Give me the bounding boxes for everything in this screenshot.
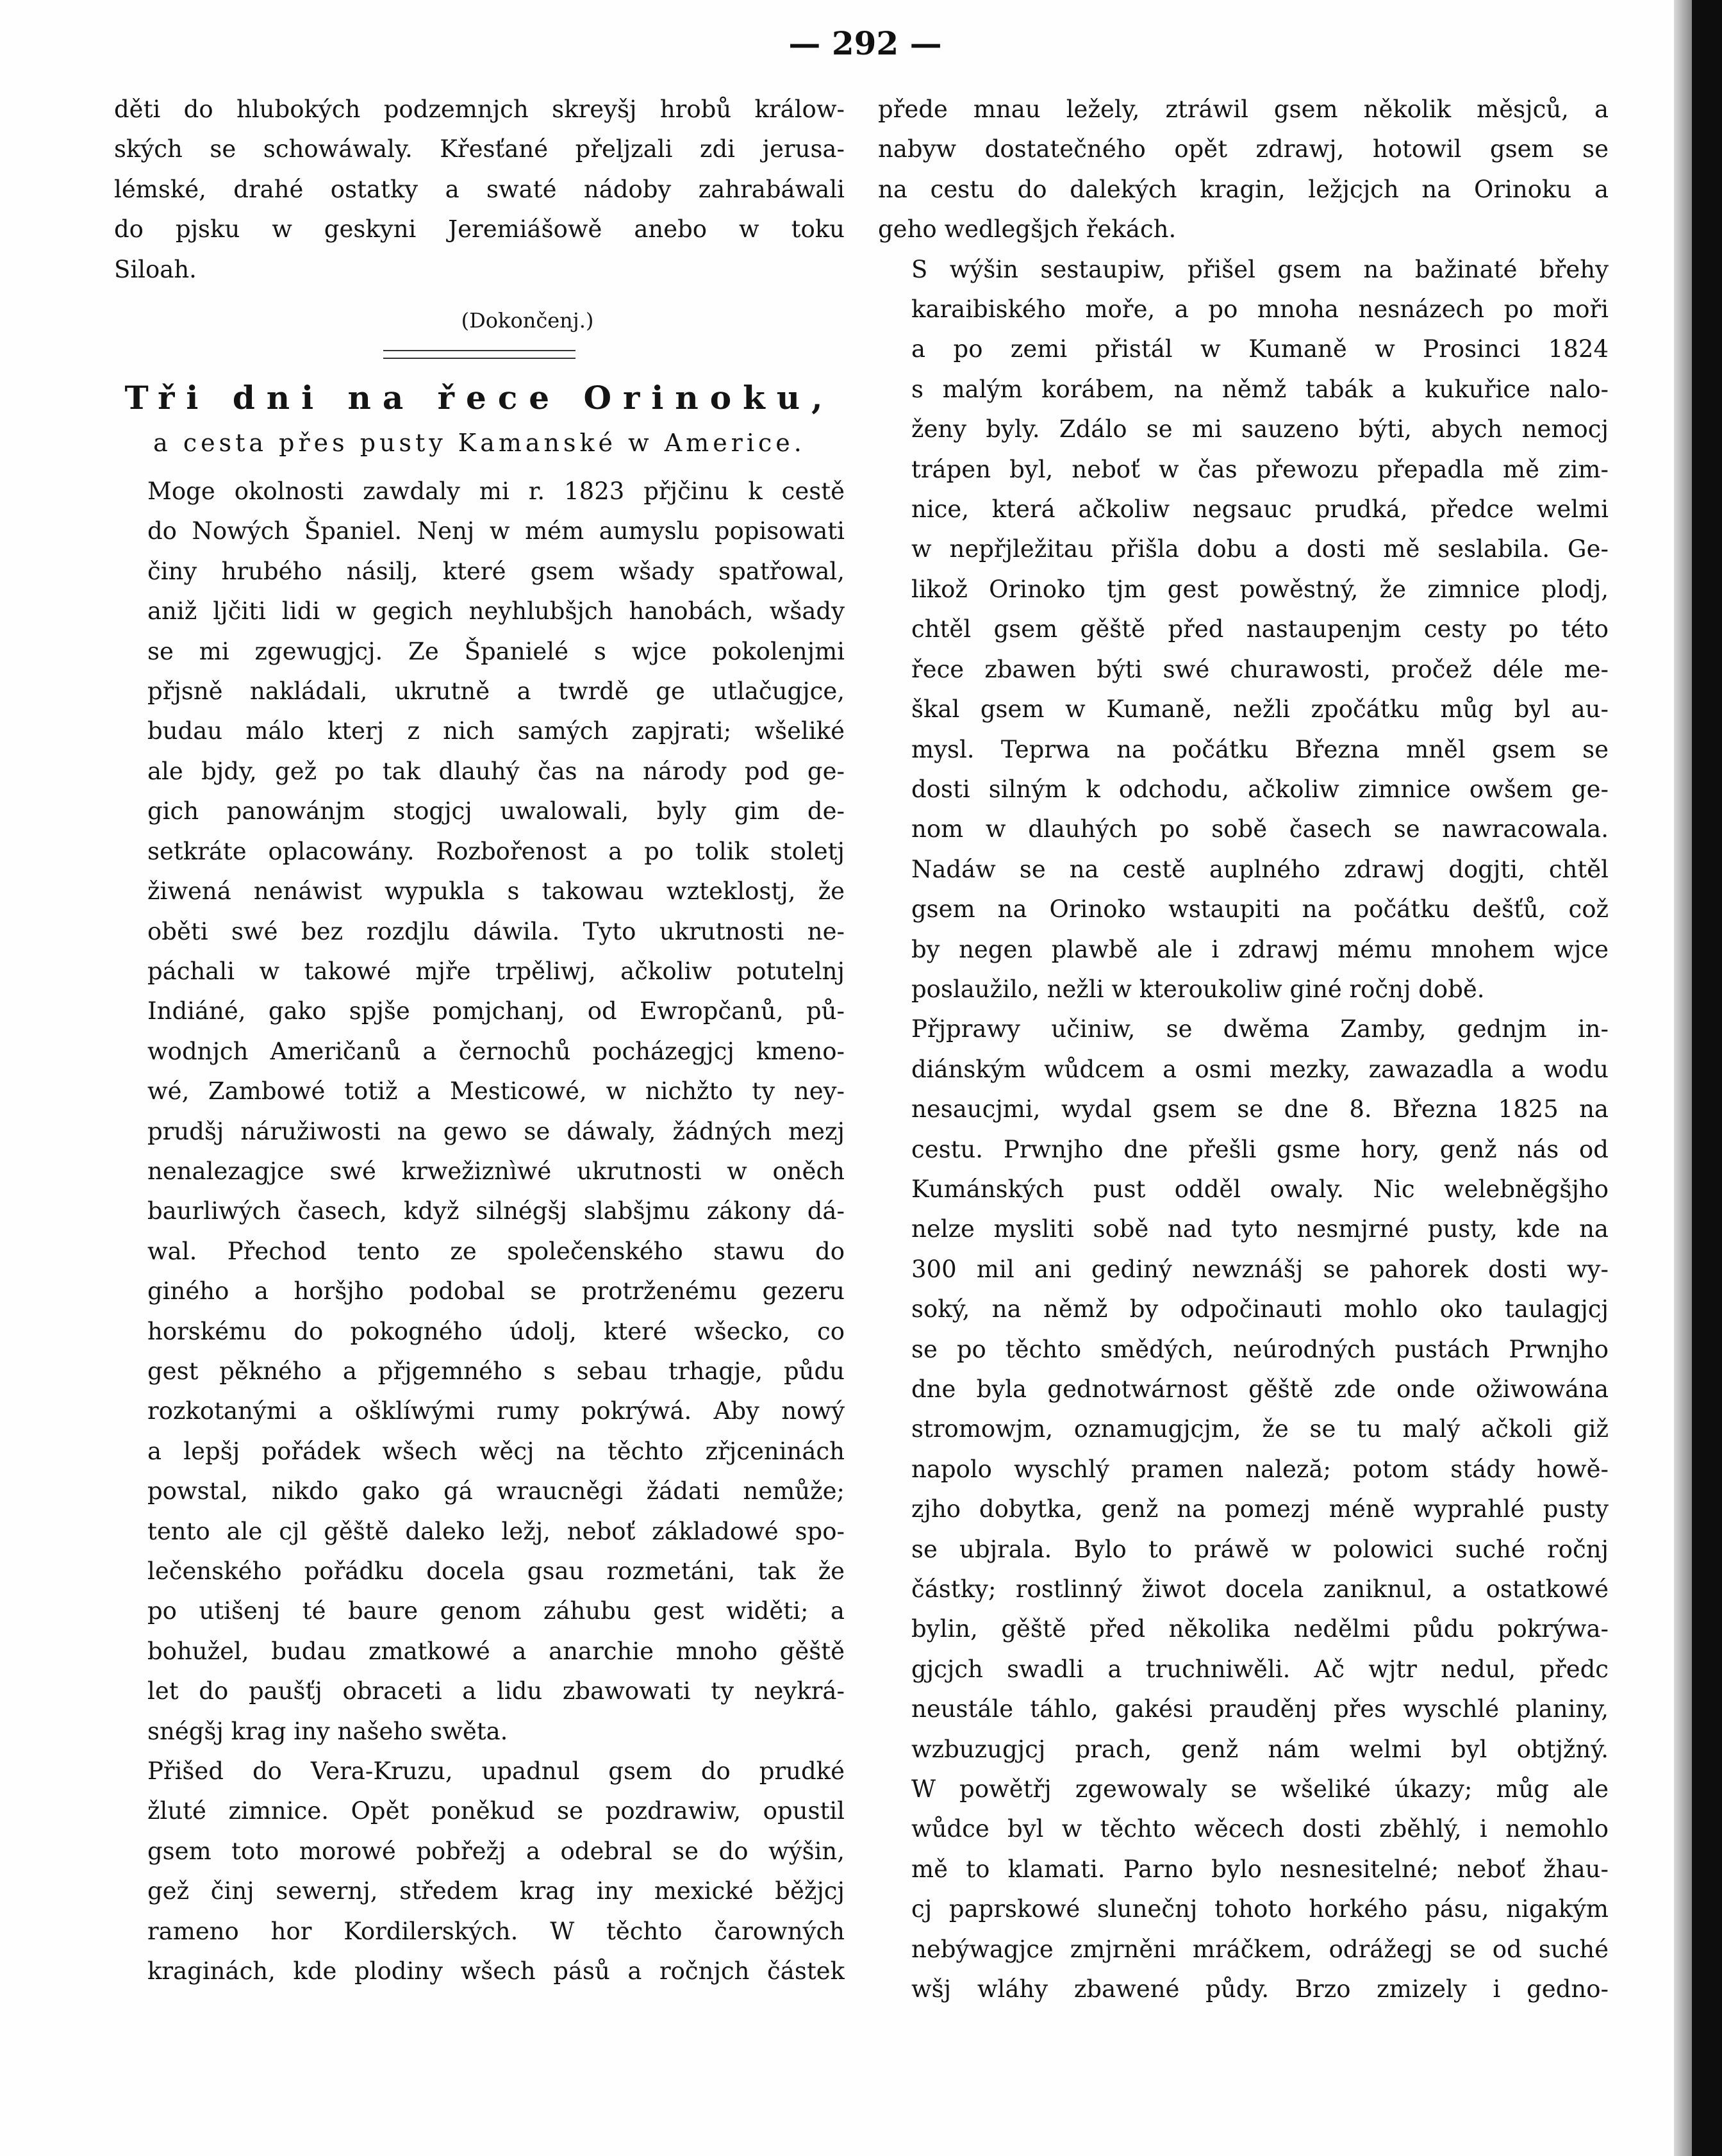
text-line: a po zemi přistál w Kumaně w Prosinci 1824: [911, 335, 1609, 363]
text-line: páchali w takowé mjře trpěliwj, ačkoliw potutelnj: [147, 957, 845, 985]
text-line: do pjsku w geskyni Jeremiášowě anebo w toku: [114, 215, 845, 244]
text-line: gjcjch swadli a truchniwěli. Ač wjtr nedul, předc: [911, 1655, 1609, 1683]
text-line: wodnjch Američanů a černochů pocházegjcj kmeno-: [147, 1037, 845, 1065]
text-line: gsem na Orinoko wstaupiti na počátku dešťů, což: [911, 895, 1609, 924]
text-line: 300 mil ani gediný newznášj se pahorek dosti wy-: [911, 1255, 1609, 1283]
text-line: nebýwagjce zmjrněni mráčkem, odrážegj se od suché: [911, 1935, 1609, 1963]
text-line: neustále táhlo, gakési prauděnj přes wyschlé planiny,: [911, 1695, 1609, 1723]
text-line: dosti silným k odchodu, ačkoliw zimnice owšem ge-: [911, 775, 1609, 803]
text-line: děti do hlubokých podzemnjch skreyšj hrobů králow-: [114, 95, 845, 123]
text-line: nenalezagjce swé krwežiznìwé ukrutnosti w oněch: [147, 1157, 845, 1185]
text-line: do Nowých Španiel. Nenj w mém aumyslu popisowati: [147, 517, 845, 545]
text-line: gsem toto morowé pobřežj a odebral se do wýšin,: [147, 1837, 845, 1865]
text-line: cestu. Prwnjho dne přešli gsme hory, genž nás od: [911, 1135, 1609, 1163]
text-line: trápen byl, neboť w čas přewozu přepadla mě zim-: [911, 455, 1609, 483]
right-column: [878, 90, 1609, 2010]
text-line: bohužel, budau zmatkowé a anarchie mnoho gěště: [147, 1637, 845, 1665]
text-line: žluté zimnice. Opět poněkud se pozdrawiw, opustil: [147, 1797, 845, 1825]
text-line: wšj wláhy zbawené půdy. Brzo zmizely i gedno-: [911, 1975, 1609, 2003]
text-line: let do paušťj obraceti a lidu zbawowati ty neykrá-: [147, 1677, 845, 1705]
gutter-shadow: [1674, 0, 1692, 2156]
right-continuation: [878, 90, 1609, 250]
text-line: oběti swé bez rozdjlu dáwila. Tyto ukrutnosti ne-: [147, 917, 845, 945]
text-line: by negen plawbě ale i zdrawj mému mnohem wjce: [911, 935, 1609, 963]
text-line: ženy byly. Zdálo se mi sauzeno býti, abych nemocj: [911, 415, 1609, 444]
text-line: a lepšj pořádek wšech wěcj na těchto zřjceninách: [147, 1437, 845, 1465]
text-line: wé, Zambowé totiž a Mesticowé, w nichžto ty ney-: [147, 1077, 845, 1106]
text-line: kraginách, kde plodiny wšech pásů a ročnjch částek: [147, 1957, 845, 1986]
article-title: Tři dni na řece Orinoku,: [124, 379, 834, 417]
text-line: nesaucjmi, wydal gsem se dne 8. Března 1825 na: [911, 1095, 1609, 1124]
text-line: se po těchto smědých, neúrodných pustách Prwnjho: [911, 1335, 1609, 1363]
text-line: řece zbawen býti swé churawosti, pročež déle me-: [911, 655, 1609, 683]
text-line: gich panowánjm stogjcj uwalowali, byly gim de-: [147, 797, 845, 825]
text-line: wzbuzugjcj prach, genž nám welmi byl obtjžný.: [911, 1735, 1609, 1763]
text-line: zjho dobytka, genž na pomezj méně wyprahlé pusty: [911, 1495, 1609, 1523]
text-line: budau málo kterj z nich samých zapjrati; wšeliké: [147, 717, 845, 745]
text-line: geho wedlegšjch řekách.: [878, 215, 1177, 244]
text-line: snégšj krag iny našeho swěta.: [147, 1717, 508, 1745]
text-line: ských se schowáwaly. Křesťané přeljzali zdi jerusa-: [114, 135, 845, 163]
text-line: wůdce byl w těchto wěcech dosti zběhlý, i nemohlo: [911, 1815, 1609, 1843]
text-line: powstal, nikdo gako gá wraucněgi žádati nemůže;: [147, 1477, 845, 1505]
text-line: cj paprskowé slunečnj tohoto horkého pásu, nigakým: [911, 1895, 1609, 1923]
text-line: lémské, drahé ostatky a swaté nádoby zahrabáwali: [114, 175, 845, 203]
text-line: Nadáw se na cestě auplného zdrawj dogjti, chtěl: [911, 855, 1609, 883]
text-line: tento ale cjl gěště daleko ležj, neboť základowé spo-: [147, 1517, 845, 1545]
text-line: poslaužilo, nežli w kteroukoliw giné ročnj době.: [911, 975, 1485, 1003]
text-line: mysl. Teprwa na počátku Března mněl gsem se: [911, 735, 1609, 763]
text-line: napolo wyschlý pramen naleză; potom stády howě-: [911, 1455, 1609, 1483]
text-line: nabyw dostatečného opět zdrawj, hotowil gsem se: [878, 135, 1609, 163]
left-paragraph-2: [114, 1752, 845, 1991]
text-line: Přjprawy učiniw, se dwěma Zamby, gednjm in-: [911, 1015, 1609, 1043]
text-line: w nepřjležitau přišla dobu a dosti mě seslabila. Ge-: [911, 535, 1609, 563]
text-line: S wýšin sestaupiw, přišel gsem na bažinaté břehy: [911, 255, 1609, 283]
text-line: mě to klamati. Parno bylo nesnesitelné; neboť žhau-: [911, 1855, 1609, 1883]
text-line: nelze mysliti sobě nad tyto nesmjrné pusty, kde na: [911, 1215, 1609, 1243]
text-line: gest pěkného a přjgemného s sebau trhagje, půdu: [147, 1357, 845, 1385]
text-line: rozkotanými a ošklíwými rumy pokrýwá. Aby nowý: [147, 1397, 845, 1425]
article-subtitle: a cesta přes pusty Kamanské w Americe.: [153, 429, 806, 458]
text-line: na cestu do dalekých kragin, ležjcjch na Orinoku a: [878, 175, 1609, 203]
text-line: stromowjm, oznamugjcjm, že se tu malý ačkoli giž: [911, 1415, 1609, 1443]
text-line: prudšj náružiwosti na gewo se dáwaly, žádných mezj: [147, 1117, 845, 1145]
text-line: baurliwých časech, když silnégšj slabšjmu zákony dá-: [147, 1197, 845, 1225]
text-line: W powětřj zgewowaly se wšeliké úkazy; můg ale: [911, 1775, 1609, 1804]
text-line: diánským wůdcem a osmi mezky, zawazadla a wodu: [911, 1055, 1609, 1083]
text-line: nice, která ačkoliw negsauc prudká, předce welmi: [911, 495, 1609, 524]
text-line: škal gsem w Kumaně, nežli zpočátku můg byl au-: [911, 695, 1609, 724]
text-line: horskému do pokogného údolj, které wšecko, co: [147, 1317, 845, 1345]
left-column: [114, 90, 845, 1991]
text-line: gež činj sewernj, středem krag iny mexické běžjcj: [147, 1877, 845, 1905]
text-line: soký, na němž by odpočinauti mohlo oko taulagjcj: [911, 1295, 1609, 1323]
text-line: aniž ljčiti lidi w gegich neyhlubšjch hanobách, wšady: [147, 597, 845, 626]
text-line: s malým korábem, na němž tabák a kukuřice nalo-: [911, 375, 1609, 403]
text-line: ale bjdy, gež po tak dlauhý čas na národy pod ge-: [147, 757, 845, 785]
text-line: Siloah.: [114, 255, 197, 283]
left-paragraph-1: [114, 472, 845, 1752]
text-line: rameno hor Kordilerských. W těchto čarowných: [147, 1917, 845, 1945]
left-continuation: [114, 90, 845, 290]
text-line: se ubjrala. Bylo to práwě w polowici suché ročnj: [911, 1535, 1609, 1563]
text-line: částky; rostlinný žiwot docela zaniknul, a ostatkowé: [911, 1575, 1609, 1604]
text-line: se mi zgewugjcj. Ze Španielé s wjce pokolenjmi: [147, 637, 845, 665]
text-line: Moge okolnosti zawdaly mi r. 1823 přjčinu k cestě: [147, 477, 845, 506]
text-line: chtěl gsem gěště před nastaupenjm cesty po této: [911, 615, 1609, 643]
text-line: přede mnau ležely, ztráwil gsem několik měsjců, a: [878, 95, 1609, 123]
text-line: činy hrubého násilj, které gsem wšady spatřowal,: [147, 557, 845, 585]
text-line: Kumánských pust odděl owaly. Nic welebněgšjho: [911, 1175, 1609, 1203]
text-line: žiwená nenáwist wypukla s takowau wzteklostj, že: [147, 877, 845, 906]
text-line: lečenského pořádku docela gsau rozmetáni, tak že: [147, 1557, 845, 1585]
page-number: — 292 —: [788, 24, 942, 62]
text-line: setkráte oplacowány. Rozbořenost a po tolik stoletj: [147, 837, 845, 865]
text-line: Přišed do Vera-Kruzu, upadnul gsem do prudké: [147, 1757, 845, 1786]
text-line: bylin, gěště před několika nedělmi půdu pokrýwa-: [911, 1615, 1609, 1643]
text-line: po utišenj té baure genom záhubu gest widěti; a: [147, 1597, 845, 1625]
right-paragraph-1: [878, 250, 1609, 1010]
article-signature: (Dokončenj.): [461, 308, 594, 333]
text-line: přjsně nakládali, ukrutně a twrdě ge utlačugjce,: [147, 677, 845, 706]
text-line: likož Orinoko tjm gest powěstný, že zimnice plodj,: [911, 575, 1609, 603]
section-divider: [383, 350, 575, 359]
text-line: karaibiského moře, a po mnoha nesnázech po moři: [911, 295, 1609, 324]
text-line: Indiáné, gako spjše pomjchanj, od Ewropčanů, pů-: [147, 997, 845, 1025]
text-line: wal. Přechod tento ze společenského stawu do: [147, 1237, 845, 1265]
text-line: dne byla gednotwárnost gěště zde onde ožiwowána: [911, 1375, 1609, 1403]
right-paragraph-2: [878, 1009, 1609, 2009]
text-line: giného a horšjho podobal se protrženému gezeru: [147, 1277, 845, 1306]
text-line: nom w dlauhých po sobě časech se nawracowala.: [911, 815, 1609, 843]
